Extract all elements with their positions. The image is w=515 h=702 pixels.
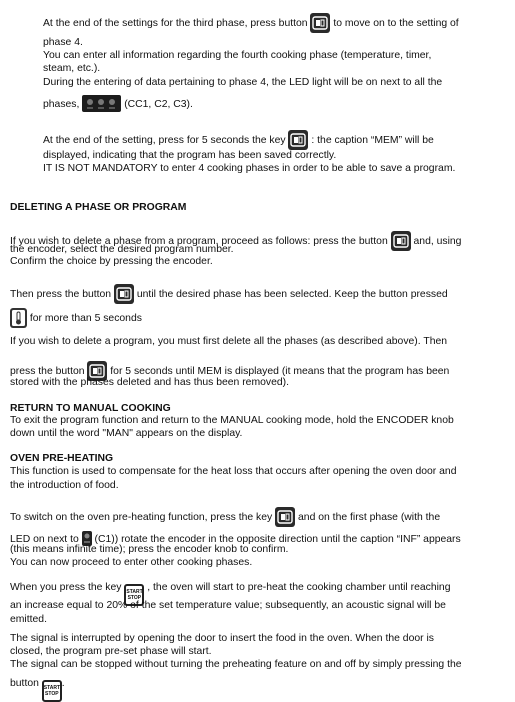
- phase4-line-2: phase 4.: [43, 37, 83, 48]
- manual-line-2: down until the word "MAN" appears on the display.: [10, 428, 243, 439]
- program-button-icon: [310, 13, 330, 33]
- start-stop-icon: START STOP: [42, 680, 62, 702]
- phase4-line-1: At the end of the settings for the third phase, press button to move on to the setting of: [43, 13, 505, 33]
- preheat-line-10: The signal is interrupted by opening the door to insert the food in the oven. When the door is: [10, 633, 434, 644]
- phase4-line-5: During the entering of data pertaining to phase 4, the LED light will be on next to all the: [43, 77, 443, 88]
- preheat-line-5: (this means infinite time); press the encoder knob to confirm.: [10, 544, 289, 555]
- preheat-line-7: When you press the key START STOP , the oven will start to pre-heat the cooking chamber until reaching: [10, 582, 504, 606]
- start-stop-icon: START STOP: [124, 584, 144, 606]
- preheat-line-1: This function is used to compensate for the heat loss that occurs after opening the oven door and: [10, 466, 457, 477]
- deleting-line-3: Confirm the choice by pressing the encoder.: [10, 256, 213, 267]
- preheat-line-4: LED on next to (C1)) rotate the encoder in the opposite direction until the caption “INF” appears: [10, 531, 504, 547]
- preheat-heading: OVEN PRE-HEATING: [10, 453, 114, 464]
- led-indicators-icon: [82, 95, 121, 112]
- program-button-icon: [114, 284, 134, 304]
- preheat-line-8: an increase equal to 20% of the set temperature value; subsequently, an acoustic signal will be: [10, 600, 446, 611]
- deleting-heading: DELETING A PHASE OR PROGRAM: [10, 202, 187, 213]
- deleting-line-6: If you wish to delete a program, you must first delete all the phases (as described above). Then: [10, 336, 448, 347]
- phase4-line-3: You can enter all information regarding the fourth cooking phase (temperature, timer,: [43, 50, 432, 61]
- deleting-line-4: Then press the button until the desired phase has been selected. Keep the button pressed: [10, 284, 504, 304]
- program-key-icon: [275, 507, 295, 527]
- thermometer-icon: [10, 308, 27, 328]
- phase4-line-6: phases, (CC1, C2, C3).: [43, 95, 505, 112]
- phase4-line-7: At the end of the setting, press for 5 seconds the key : the caption “MEM” will be: [43, 130, 505, 150]
- program-key-icon: [288, 130, 308, 150]
- manual-heading: RETURN TO MANUAL COOKING: [10, 403, 171, 414]
- deleting-line-1: If you wish to delete a phase from a program, proceed as follows: press the button and, using: [10, 231, 504, 251]
- manual-line-1: To exit the program function and return to the MANUAL cooking mode, hold the ENCODER knob: [10, 415, 454, 426]
- phase4-line-4: steam, etc.).: [43, 63, 101, 74]
- preheat-line-3: To switch on the oven pre-heating function, press the key and on the first phase (with the: [10, 507, 504, 527]
- preheat-line-12: The signal can be stopped without turning the preheating feature on and off by simply pressing the: [10, 659, 462, 670]
- deleting-line-5: for more than 5 seconds: [10, 308, 504, 328]
- deleting-line-7: press the button for 5 seconds until MEM is displayed (it means that the program has been: [10, 361, 504, 381]
- preheat-line-11: closed, the program pre-set phase will start.: [10, 646, 212, 657]
- deleting-line-2: the encoder, select the desired program number.: [10, 244, 234, 255]
- preheat-line-9: emitted.: [10, 614, 47, 625]
- preheat-line-13: button START STOP.: [10, 678, 504, 702]
- deleting-line-8: stored with the phases deleted and has thus been removed).: [10, 377, 289, 388]
- phase4-line-9: IT IS NOT MANDATORY to enter 4 cooking phases in order to be able to save a program.: [43, 163, 456, 174]
- phase4-line-8: displayed, indicating that the program has been saved correctly.: [43, 150, 337, 161]
- preheat-line-6: You can now proceed to enter other cooking phases.: [10, 557, 253, 568]
- preheat-line-2: the introduction of food.: [10, 480, 119, 491]
